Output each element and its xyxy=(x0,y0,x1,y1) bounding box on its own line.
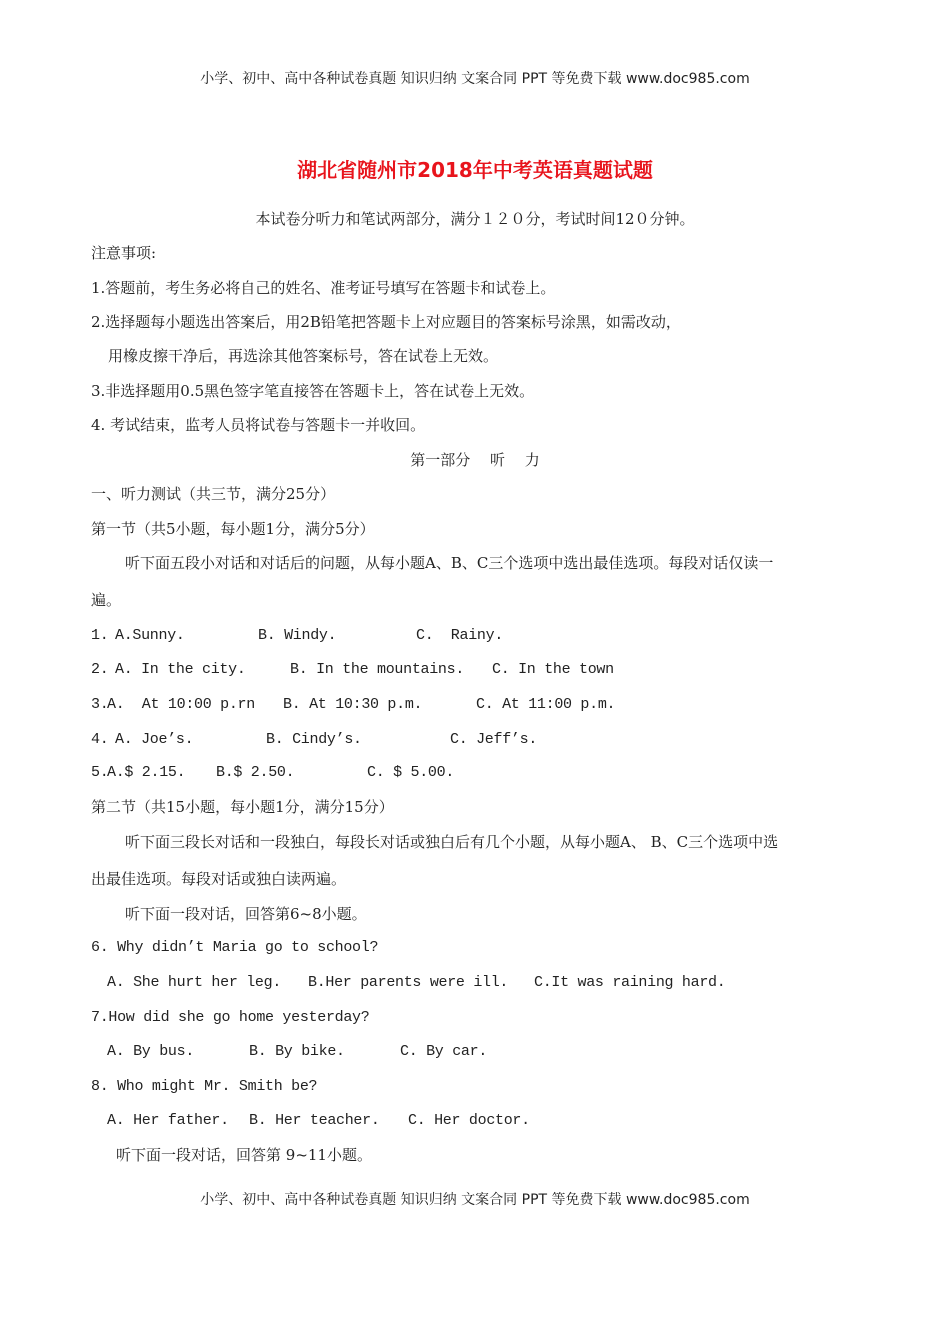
option-c: C. Jeff’s. xyxy=(450,731,538,748)
option-a: A. Her father. xyxy=(107,1112,229,1129)
section2-instruction-cont: 出最佳选项。每段对话或独白读两遍。 xyxy=(91,870,347,888)
page-footer: 小学、初中、高中各种试卷真题 知识归纳 文案合同 PPT 等免费下载 www.doc985.com xyxy=(200,1192,750,1208)
section-listening: 一、听力测试（共三节，满分25分） xyxy=(91,485,336,503)
option-c: C. By car. xyxy=(400,1043,488,1060)
document-title: 湖北省随州市2018年中考英语真题试题 xyxy=(297,158,653,182)
option-b: B. At 10:30 p.m. xyxy=(283,696,423,713)
question-text: 6. Why didn’t Maria go to school? xyxy=(91,939,379,956)
intro: 本试卷分听力和笔试两部分，满分１２０分，考试时间12０分钟。 xyxy=(255,210,695,228)
option-a: A. Joe’s. xyxy=(115,731,194,748)
option-c: C.It was raining hard. xyxy=(534,974,726,991)
option-b: B. By bike. xyxy=(249,1043,345,1060)
option-c: C. $ 5.00. xyxy=(367,764,455,781)
part1-heading: 第一部分 听 力 xyxy=(410,451,540,469)
notes-heading: 注意事项: xyxy=(91,244,157,262)
sub-instruction-2: 听下面一段对话，回答第 9~11小题。 xyxy=(116,1146,372,1164)
q-num: 1. xyxy=(91,627,109,644)
option-b: B.$ 2.50. xyxy=(216,764,295,781)
option-b: B.Her parents were ill. xyxy=(308,974,509,991)
option-a: A. By bus. xyxy=(107,1043,195,1060)
option-b: B. In the mountains. xyxy=(290,661,465,678)
section1-instruction: 听下面五段小对话和对话后的问题，从每小题A、B、C三个选项中选出最佳选项。每段对话仅读一 xyxy=(125,554,774,572)
note-2-cont: 用橡皮擦干净后，再选涂其他答案标号，答在试卷上无效。 xyxy=(108,347,499,365)
option-c: C. Rainy. xyxy=(416,627,504,644)
page-header: 小学、初中、高中各种试卷真题 知识归纳 文案合同 PPT 等免费下载 www.doc985.com xyxy=(200,71,750,87)
note-1: 1.答题前，考生务必将自己的姓名、准考证号填写在答题卡和试卷上。 xyxy=(91,279,556,297)
q-num: 2. xyxy=(91,661,109,678)
option-c: C. Her doctor. xyxy=(408,1112,530,1129)
sub-instruction-1: 听下面一段对话，回答第6~8小题。 xyxy=(125,905,367,923)
note-3: 3.非选择题用0.5黑色签字笔直接答在答题卡上，答在试卷上无效。 xyxy=(91,382,535,400)
option-c: C. In the town xyxy=(492,661,614,678)
question-text: 8. Who might Mr. Smith be? xyxy=(91,1078,318,1095)
q-num: 3. xyxy=(91,696,109,713)
section1-instruction-cont: 遍。 xyxy=(91,591,122,609)
option-c: C. At 11:00 p.m. xyxy=(476,696,616,713)
option-b: B. Cindy’s. xyxy=(266,731,362,748)
option-a: A. At 10:00 p.rn xyxy=(107,696,255,713)
section1-heading: 第一节（共5小题，每小题1分，满分5分） xyxy=(91,520,375,538)
note-2: 2.选择题每小题选出答案后，用2B铅笔把答题卡上对应题目的答案标号涂黑，如需改动， xyxy=(91,313,681,331)
option-b: B. Her teacher. xyxy=(249,1112,380,1129)
note-4: 4. 考试结束，监考人员将试卷与答题卡一并收回。 xyxy=(91,416,426,434)
option-a: A. In the city. xyxy=(115,661,246,678)
q-num: 5. xyxy=(91,764,109,781)
section2-heading: 第二节（共15小题，每小题1分，满分15分） xyxy=(91,798,394,816)
option-b: B. Windy. xyxy=(258,627,337,644)
question-text: 7.How did she go home yesterday? xyxy=(91,1009,370,1026)
q-num: 4. xyxy=(91,731,109,748)
option-a: A.Sunny. xyxy=(115,627,185,644)
option-a: A. She hurt her leg. xyxy=(107,974,282,991)
section2-instruction: 听下面三段长对话和一段独白，每段长对话或独白后有几个小题，从每小题A、 B、C三个选项中选 xyxy=(125,833,779,851)
option-a: A.$ 2.15. xyxy=(107,764,186,781)
